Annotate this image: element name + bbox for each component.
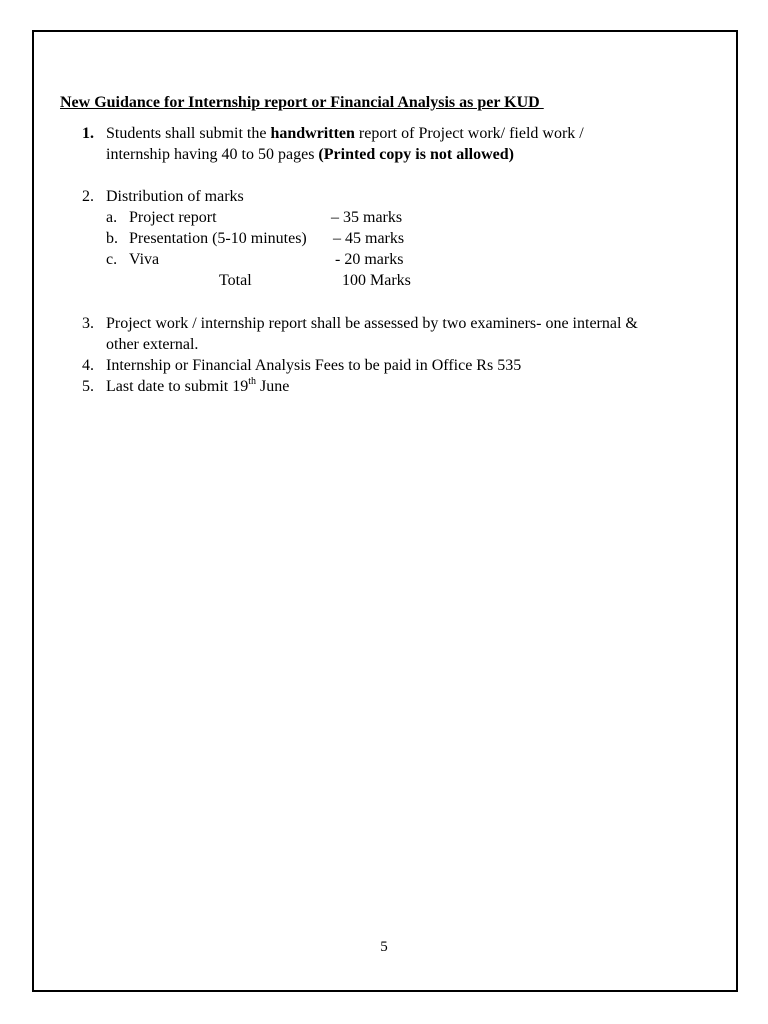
item-3-number: 3. (82, 315, 94, 332)
item-1-number: 1. (82, 125, 94, 142)
item-5-text-a: Last date to submit 19 (106, 378, 249, 395)
marks-total-value: 100 Marks (342, 272, 411, 289)
item-1-line-2 (106, 145, 514, 165)
marks-row-c-letter: c. (106, 251, 118, 268)
item-4-text: Internship or Financial Analysis Fees to be paid in Office Rs 535 (106, 357, 522, 374)
item-2-number: 2. (82, 188, 94, 205)
document-heading: New Guidance for Internship report or Financial Analysis as per KUD (60, 94, 544, 111)
marks-row-b-label: Presentation (5-10 minutes) (129, 230, 307, 247)
item-4-number: 4. (82, 357, 94, 374)
item-1-bold-handwritten: handwritten (270, 125, 355, 142)
item-2-text: Distribution of marks (106, 188, 244, 205)
marks-row-b-marks: – 45 marks (333, 230, 405, 247)
item-3-line-1: Project work / internship report shall be assessed by two examiners- one internal & (106, 315, 638, 332)
marks-row-a-marks: – 35 marks (331, 209, 403, 226)
item-5-text (106, 377, 289, 397)
item-5-text-b: June (255, 378, 290, 395)
item-1-line-1 (106, 124, 584, 144)
marks-row-c-marks: - 20 marks (335, 251, 404, 268)
marks-row-b-letter: b. (106, 230, 118, 247)
item-1-text-b: report of Project work/ field work / (354, 125, 584, 142)
item-1-text-a: Students shall submit the (106, 125, 271, 142)
marks-row-a-letter: a. (106, 209, 118, 226)
marks-total-label: Total (219, 272, 252, 289)
item-1-bold-printed: (Printed copy is not allowed) (318, 146, 514, 163)
item-5-number: 5. (82, 378, 94, 395)
marks-row-a-label: Project report (129, 209, 217, 226)
page-number: 5 (380, 939, 388, 955)
marks-row-c-label: Viva (129, 251, 160, 268)
item-3-line-2: other external. (106, 336, 199, 353)
item-1-text-c: internship having 40 to 50 pages (106, 146, 319, 163)
item-5-superscript: th (248, 375, 256, 387)
